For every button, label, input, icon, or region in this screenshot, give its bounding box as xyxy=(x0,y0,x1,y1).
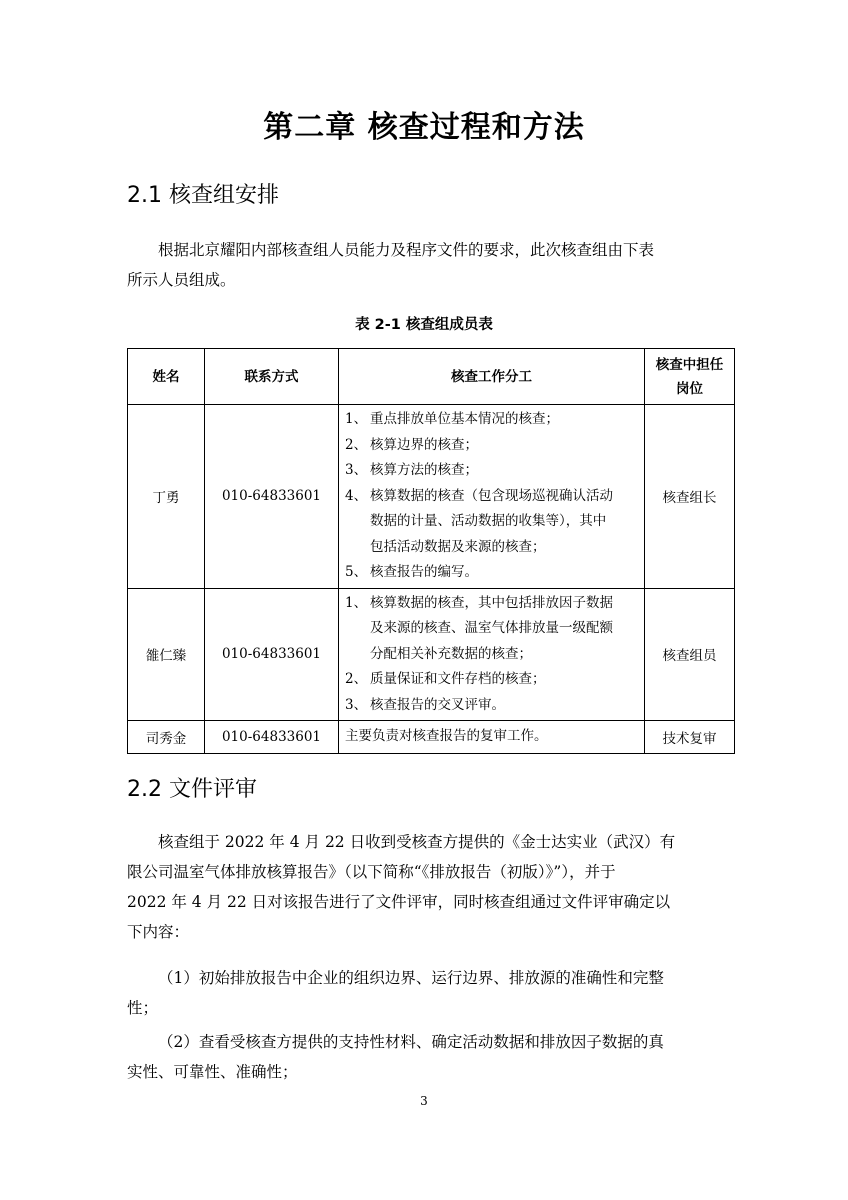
column-header-role-line: 岗位 xyxy=(676,380,703,397)
section-heading-2-2: 2.2 文件评审 xyxy=(127,777,257,802)
member-role: 核查组长 xyxy=(645,405,735,589)
member-role: 核查组员 xyxy=(645,588,735,721)
duty-item: 2、 核算边界的核查； xyxy=(345,436,478,453)
member-role: 技术复审 xyxy=(645,721,735,754)
table-row xyxy=(128,588,735,721)
paragraph-document-review xyxy=(127,827,721,947)
duty-item: 3、 核查报告的交叉评审。 xyxy=(345,696,505,713)
paragraph-line: 性； xyxy=(127,999,159,1017)
duty-item: 5、 核查报告的编写。 xyxy=(345,564,478,580)
column-header-name: 姓名 xyxy=(128,349,205,405)
duty-item: 1、 核算数据的核查，其中包括排放因子数据 xyxy=(345,594,613,611)
paragraph-line: 实性、可靠性、准确性； xyxy=(127,1063,298,1081)
paragraph-line: 根据北京耀阳内部核查组人员能力及程序文件的要求，此次核查组由下表 xyxy=(158,241,655,259)
table-header-row xyxy=(128,349,735,405)
table-row xyxy=(128,405,735,589)
member-duties xyxy=(339,588,645,721)
column-header-contact: 联系方式 xyxy=(205,349,339,405)
paragraph-line: 限公司温室气体排放核算报告》（以下简称“《排放报告（初版）》”），并于 xyxy=(127,863,616,881)
paragraph-line: 下内容： xyxy=(127,923,190,941)
member-duties xyxy=(339,405,645,589)
review-item-1 xyxy=(127,963,721,1023)
duty-item: 1、 重点排放单位基本情况的核查； xyxy=(345,411,559,427)
paragraph-team-intro xyxy=(127,235,721,295)
paragraph-line: 2022 年 4 月 22 日对该报告进行了文件评审，同时核查组通过文件评审确定以 xyxy=(127,893,671,911)
paragraph-line: （1）初始排放报告中企业的组织边界、运行边界、排放源的准确性和完整 xyxy=(158,969,664,987)
member-name: 司秀金 xyxy=(128,721,205,754)
duty-item-continued: 数据的计量、活动数据的收集等），其中 xyxy=(370,513,607,529)
member-phone: 010-64833601 xyxy=(205,588,339,721)
member-phone: 010-64833601 xyxy=(205,405,339,589)
member-name: 雒仁臻 xyxy=(128,588,205,721)
paragraph-line: （2）查看受核查方提供的支持性材料、确定活动数据和排放因子数据的真 xyxy=(158,1033,664,1051)
paragraph-line: 所示人员组成。 xyxy=(127,271,236,289)
team-members-table xyxy=(127,348,735,754)
column-header-role xyxy=(645,349,735,405)
column-header-duties: 核查工作分工 xyxy=(339,349,645,405)
page-number: 3 xyxy=(420,1094,428,1108)
column-header-role-line: 核查中担任 xyxy=(655,356,724,373)
paragraph-line: 核查组于 2022 年 4 月 22 日收到受核查方提供的《金士达实业（武汉）有 xyxy=(158,833,676,851)
duty-item: 3、 核算方法的核查； xyxy=(345,462,478,478)
section-heading-2-1: 2.1 核查组安排 xyxy=(127,183,279,208)
duty-item-continued: 及来源的核查、温室气体排放量一级配额 xyxy=(370,620,613,636)
duty-item-continued: 分配相关补充数据的核查； xyxy=(370,645,532,662)
member-phone: 010-64833601 xyxy=(205,721,339,754)
review-item-2 xyxy=(127,1027,721,1087)
duty-item: 4、 核算数据的核查（包含现场巡视确认活动 xyxy=(345,487,613,504)
duty-item-continued: 包括活动数据及来源的核查； xyxy=(370,538,546,555)
chapter-title: 第二章 核查过程和方法 xyxy=(263,110,585,145)
table-row xyxy=(128,721,735,754)
member-duties xyxy=(339,721,645,754)
table-caption: 表 2-1 核查组成员表 xyxy=(355,317,493,333)
duty-item: 主要负责对核查报告的复审工作。 xyxy=(345,728,548,745)
duty-item: 2、 质量保证和文件存档的核查； xyxy=(345,671,546,687)
member-name: 丁勇 xyxy=(128,405,205,589)
